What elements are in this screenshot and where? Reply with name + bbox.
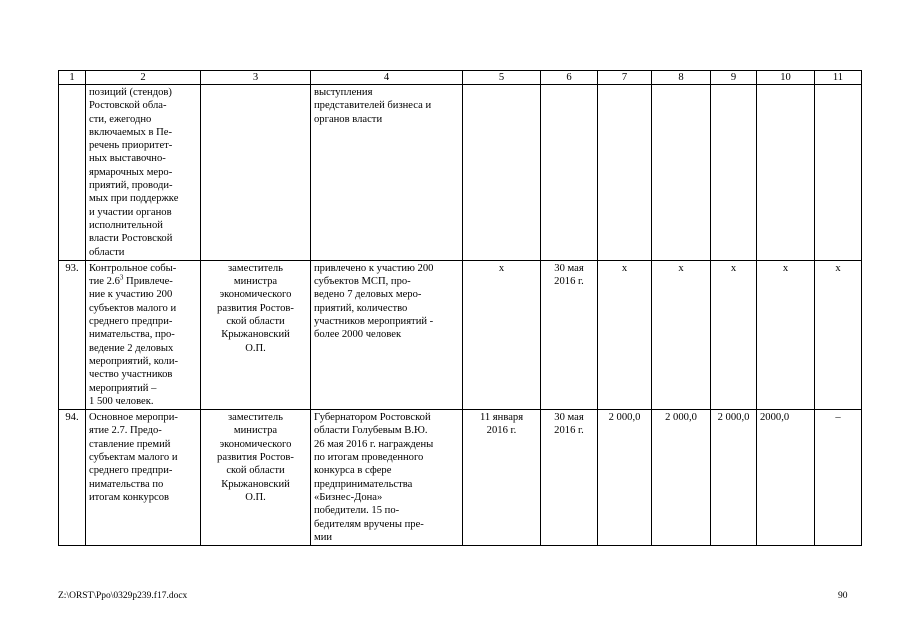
event-name-text: Привлече- ние к участию 200 субъектов малого и среднего предпри- нимательства, про- ведение 2 деловых мероприятий, коли- чество участников мероприятий – 1 500 человек. — [89, 276, 179, 407]
column-header: 3 — [201, 71, 311, 85]
column-header: 2 — [86, 71, 201, 85]
value-cell: 2 000,0 — [652, 410, 711, 546]
event-name-cell: Основное меропри- ятие 2.7. Предо- ставление премий субъектам малого и среднего предпри- нимательства по итогам конкурсов — [86, 410, 201, 546]
column-number-row — [59, 71, 862, 85]
event-name-text: Контрольное собы- тие 2.6 — [89, 262, 177, 288]
column-header: 11 — [815, 71, 862, 85]
value-cell — [815, 85, 862, 261]
end-date-cell: 30 мая 2016 г. — [541, 260, 598, 409]
result-cell: привлечено к участию 200 субъектов МСП, про- ведено 7 деловых меро- приятий, количество участников мероприятий - более 2000 человек — [311, 260, 463, 409]
footnote-marker: 3 — [119, 273, 124, 282]
value-cell — [711, 85, 757, 261]
column-header: 1 — [59, 71, 86, 85]
value-cell: 2 000,0 — [598, 410, 652, 546]
table-row-94 — [59, 410, 862, 546]
value-cell — [598, 85, 652, 261]
value-cell — [757, 85, 815, 261]
row-number-cell — [59, 85, 86, 261]
value-cell: х — [711, 260, 757, 409]
value-cell: 2000,0 — [757, 410, 815, 546]
table-row-continuation — [59, 85, 862, 261]
column-header: 5 — [463, 71, 541, 85]
column-header: 8 — [652, 71, 711, 85]
column-header: 4 — [311, 71, 463, 85]
report-table — [58, 70, 862, 546]
value-cell: – — [815, 410, 862, 546]
value-cell: х — [757, 260, 815, 409]
file-path-footer: Z:\ORST\Ppo\0329p239.f17.docx — [58, 591, 188, 601]
column-header: 6 — [541, 71, 598, 85]
value-cell: х — [815, 260, 862, 409]
result-cell: Губернатором Ростовской области Голубевым В.Ю. 26 мая 2016 г. награждены по итогам проведенного конкурса в сфере предпринимательства «Бизнес-Дона» победители. 15 по- бедителям вручены пре- мии — [311, 410, 463, 546]
responsible-cell: заместитель министра экономического развития Ростов- ской области Крыжановский О.П. — [201, 260, 311, 409]
row-number-cell: 93. — [59, 260, 86, 409]
responsible-cell — [201, 85, 311, 261]
value-cell: х — [652, 260, 711, 409]
value-cell: 2 000,0 — [711, 410, 757, 546]
page-number: 90 — [838, 591, 848, 601]
event-name-cell — [86, 260, 201, 409]
column-header: 9 — [711, 71, 757, 85]
start-date-cell: х — [463, 260, 541, 409]
responsible-cell: заместитель министра экономического развития Ростов- ской области Крыжановский О.П. — [201, 410, 311, 546]
column-header: 10 — [757, 71, 815, 85]
column-header: 7 — [598, 71, 652, 85]
table-row-93 — [59, 260, 862, 409]
value-cell: х — [598, 260, 652, 409]
end-date-cell: 30 мая 2016 г. — [541, 410, 598, 546]
event-name-cell: позиций (стендов) Ростовской обла- сти, ежегодно включаемых в Пе- речень приоритет- ных выставочно- ярмарочных меро- приятий, проводи- мых при поддержке и участии органов исполнительной власти Ростовской области — [86, 85, 201, 261]
start-date-cell: 11 января 2016 г. — [463, 410, 541, 546]
value-cell — [652, 85, 711, 261]
row-number-cell: 94. — [59, 410, 86, 546]
end-date-cell — [541, 85, 598, 261]
start-date-cell — [463, 85, 541, 261]
result-cell: выступления представителей бизнеса и органов власти — [311, 85, 463, 261]
